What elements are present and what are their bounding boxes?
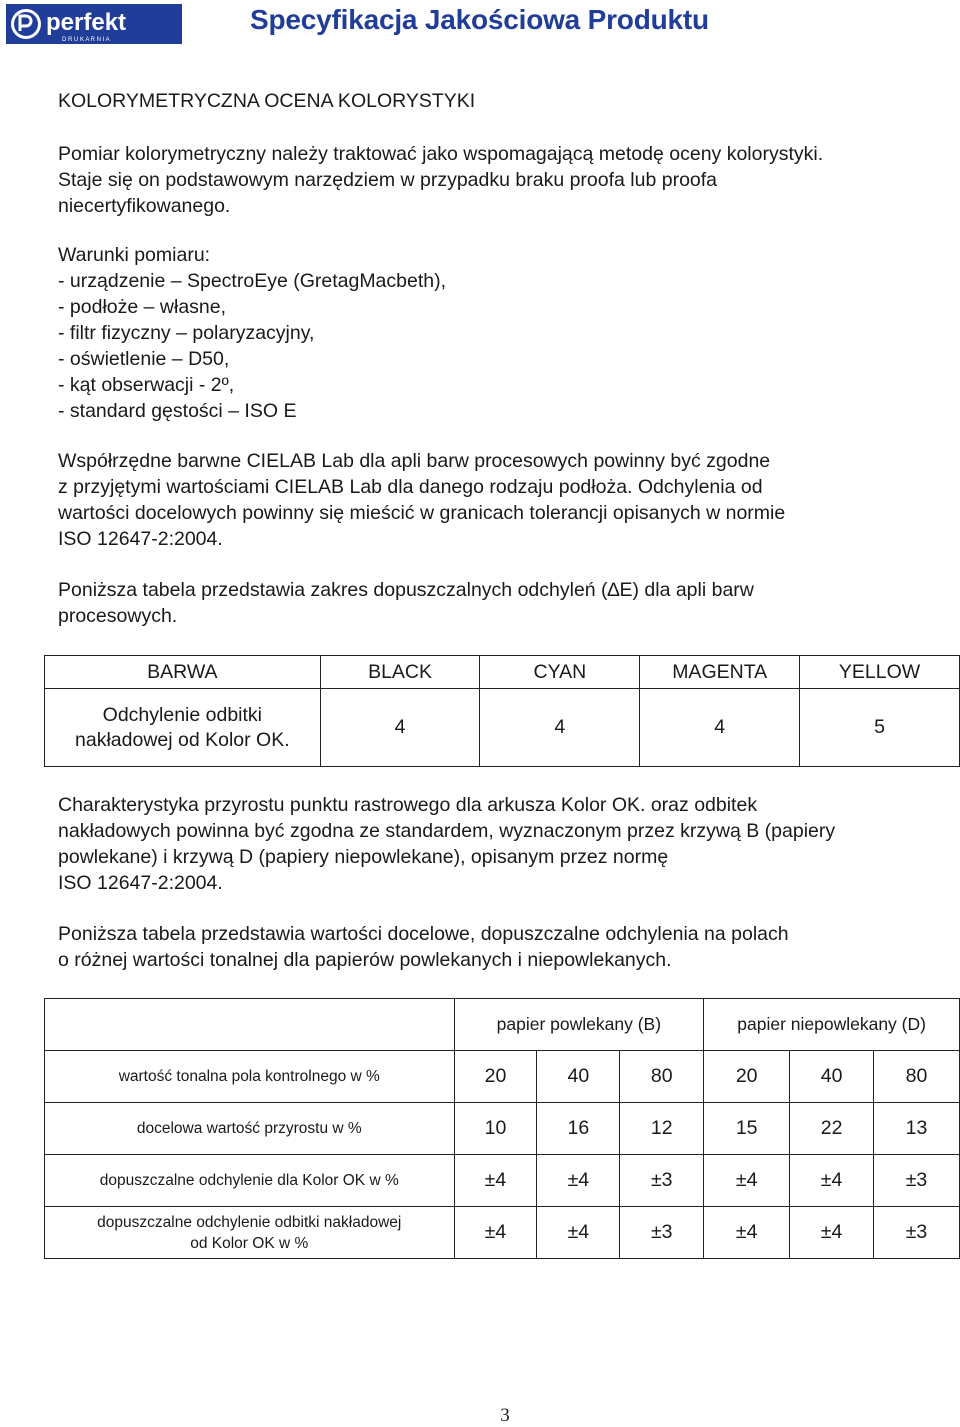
- header-cell: BARWA: [45, 656, 321, 689]
- header-cell: MAGENTA: [640, 656, 800, 689]
- value-cell: ±3: [620, 1155, 704, 1207]
- row-label: [45, 689, 321, 767]
- paragraph-line: nakładowych powinna być zgodna ze standardem, wyznaczonym przez krzywą B (papiery: [58, 820, 836, 842]
- value-cell: ±4: [704, 1155, 790, 1207]
- row-label: docelowa wartość przyrostu w %: [45, 1103, 455, 1155]
- table-row: [45, 689, 960, 767]
- conditions-heading: Warunki pomiaru:: [58, 244, 211, 266]
- intro-line: Staje się on podstawowym narzędziem w przypadku braku proofa lub proofa: [58, 169, 718, 191]
- table2-intro: [58, 921, 789, 973]
- paragraph-line: powlekane) i krzywą D (papiery niepowlekane), opisanym przez normę: [58, 846, 669, 868]
- paragraph-line: ISO 12647-2:2004.: [58, 528, 223, 550]
- table-row: [45, 1103, 960, 1155]
- dot-gain-table: [44, 998, 960, 1259]
- value-cell: ±4: [454, 1207, 537, 1259]
- value-cell: ±4: [790, 1207, 874, 1259]
- document-title: Specyfikacja Jakościowa Produktu: [250, 4, 709, 35]
- cielab-paragraph: [58, 448, 785, 552]
- value-cell: ±3: [874, 1155, 960, 1207]
- measurement-conditions: [58, 242, 446, 424]
- table-header-row: [45, 999, 960, 1051]
- paragraph-line: Poniższa tabela przedstawia wartości docelowe, dopuszczalne odchylenia na polach: [58, 923, 789, 945]
- value-cell: 16: [537, 1103, 620, 1155]
- value-cell: ±4: [704, 1207, 790, 1259]
- paragraph-line: Współrzędne barwne CIELAB Lab dla apli barw procesowych powinny być zgodne: [58, 450, 771, 472]
- paragraph-line: Charakterystyka przyrostu punktu rastrowego dla arkusza Kolor OK. oraz odbitek: [58, 794, 758, 816]
- paragraph-line: o różnej wartości tonalnej dla papierów powlekanych i niepowlekanych.: [58, 949, 672, 971]
- row-label: [45, 1207, 455, 1259]
- delta-e-table: [44, 655, 960, 767]
- value-cell: 4: [640, 689, 800, 767]
- condition-item: - filtr fizyczny – polaryzacyjny,: [58, 322, 315, 344]
- value-cell: 20: [454, 1051, 537, 1103]
- table-header-row: [45, 656, 960, 689]
- empty-header-cell: [45, 999, 455, 1051]
- value-cell: ±3: [620, 1207, 704, 1259]
- value-cell: 22: [790, 1103, 874, 1155]
- paragraph-line: wartości docelowych powinny się mieścić w granicach tolerancji opisanych w normie: [58, 502, 786, 524]
- condition-item: - oświetlenie – D50,: [58, 348, 230, 370]
- value-cell: 80: [620, 1051, 704, 1103]
- table-row: [45, 1155, 960, 1207]
- value-cell: 80: [874, 1051, 960, 1103]
- paragraph-line: Poniższa tabela przedstawia zakres dopuszczalnych odchyleń (∆E) dla apli barw: [58, 579, 754, 601]
- value-cell: ±4: [454, 1155, 537, 1207]
- table-row: [45, 1051, 960, 1103]
- value-cell: ±4: [790, 1155, 874, 1207]
- section-title-text: KOLORYMETRYCZNA OCENA KOLORYSTYKI: [58, 90, 476, 112]
- paragraph-line: ISO 12647-2:2004.: [58, 872, 223, 894]
- value-cell: 4: [480, 689, 640, 767]
- perfekt-logo: [6, 4, 182, 44]
- table1-intro: [58, 577, 754, 629]
- condition-item: - podłoże – własne,: [58, 296, 227, 318]
- intro-line: niecertyfikowanego.: [58, 195, 231, 217]
- value-cell: 5: [800, 689, 960, 767]
- header-cell: YELLOW: [800, 656, 960, 689]
- condition-item: - standard gęstości – ISO E: [58, 400, 297, 422]
- value-cell: 20: [704, 1051, 790, 1103]
- intro-paragraph: [58, 141, 823, 219]
- intro-line: Pomiar kolorymetryczny należy traktować jako wspomagającą metodę oceny kolorystyki.: [58, 143, 824, 165]
- page-number: 3: [500, 1405, 510, 1426]
- value-cell: 4: [320, 689, 480, 767]
- condition-item: - kąt obserwacji - 2º,: [58, 374, 235, 396]
- group-header-coated: papier powlekany (B): [454, 999, 704, 1051]
- value-cell: ±4: [537, 1155, 620, 1207]
- condition-item: - urządzenie – SpectroEye (GretagMacbeth),: [58, 270, 447, 292]
- group-header-uncoated: papier niepowlekany (D): [704, 999, 960, 1051]
- value-cell: ±3: [874, 1207, 960, 1259]
- header-cell: CYAN: [480, 656, 640, 689]
- value-cell: 10: [454, 1103, 537, 1155]
- paragraph-line: z przyjętymi wartościami CIELAB Lab dla danego rodzaju podłoża. Odchylenia od: [58, 476, 763, 498]
- row-label-line: Odchylenie odbitki: [102, 703, 262, 726]
- row-label-line: dopuszczalne odchylenie odbitki nakładowej: [97, 1213, 402, 1231]
- row-label-line: nakładowej od Kolor OK.: [75, 728, 290, 751]
- logo-subtext: D R U K A R N I A: [62, 37, 110, 43]
- value-cell: 15: [704, 1103, 790, 1155]
- row-label: wartość tonalna pola kontrolnego w %: [45, 1051, 455, 1103]
- value-cell: 12: [620, 1103, 704, 1155]
- value-cell: ±4: [537, 1207, 620, 1259]
- row-label-line: od Kolor OK w %: [190, 1234, 309, 1252]
- row-label: dopuszczalne odchylenie dla Kolor OK w %: [45, 1155, 455, 1207]
- value-cell: 40: [790, 1051, 874, 1103]
- paragraph-line: procesowych.: [58, 605, 178, 627]
- dot-gain-paragraph: [58, 792, 835, 896]
- section-title: [58, 88, 475, 114]
- logo-wordmark: perfekt: [46, 9, 127, 36]
- table-row: [45, 1207, 960, 1259]
- value-cell: 40: [537, 1051, 620, 1103]
- header-cell: BLACK: [320, 656, 480, 689]
- value-cell: 13: [874, 1103, 960, 1155]
